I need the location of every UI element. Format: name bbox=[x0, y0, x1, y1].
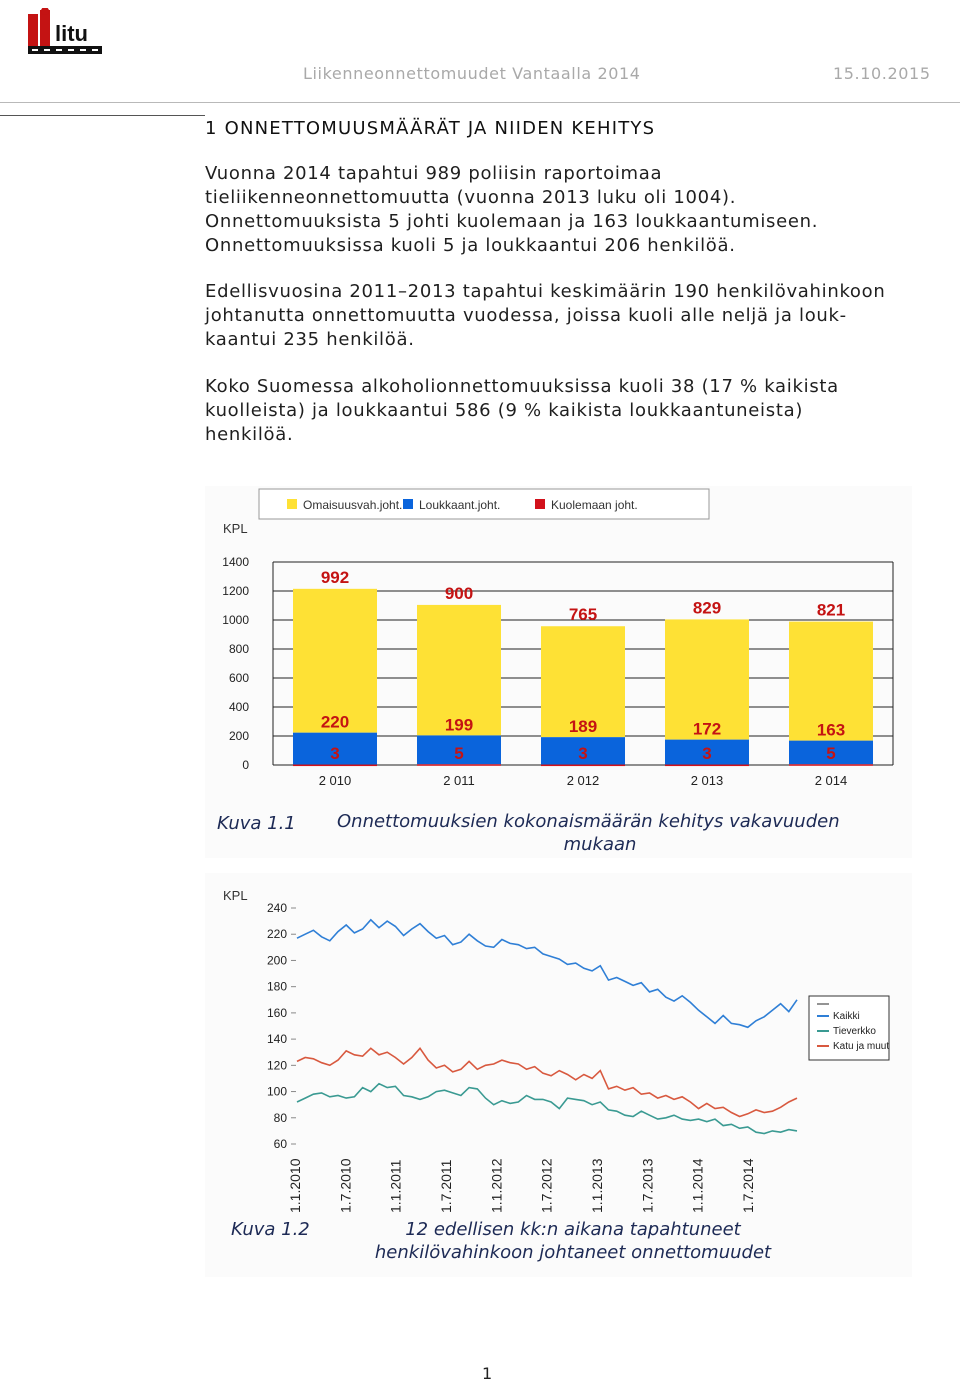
section-heading: 1 ONNETTOMUUSMÄÄRÄT JA NIIDEN KEHITYS bbox=[205, 118, 656, 139]
data-label-omaisuusvah: 992 bbox=[320, 567, 350, 587]
legend-swatch bbox=[535, 499, 545, 509]
x-tick-label: 1.1.2012 bbox=[488, 1158, 505, 1213]
figure-caption-line: 12 edellisen kk:n aikana tapahtuneet bbox=[405, 1219, 741, 1240]
paragraph-line: Vuonna 2014 tapahtui 989 poliisin raportoimaa bbox=[205, 163, 663, 184]
y-tick-label: 180 bbox=[266, 979, 287, 994]
line-chart-figure bbox=[205, 873, 912, 1277]
bar-kuolemaan bbox=[293, 765, 377, 767]
figure-caption-line: henkilövahinkoon johtaneet onnettomuudet bbox=[374, 1242, 772, 1263]
heading-divider bbox=[0, 115, 205, 116]
x-tick-label: 1.7.2012 bbox=[538, 1158, 555, 1213]
data-label-loukkaant: 172 bbox=[692, 719, 722, 739]
paragraph-3 bbox=[205, 375, 950, 447]
data-label-loukkaant: 189 bbox=[568, 717, 598, 737]
y-tick-label: 140 bbox=[266, 1032, 287, 1047]
legend-label: Katu ja muut bbox=[833, 1041, 890, 1052]
line-chart bbox=[205, 873, 912, 1277]
x-tick-label: 1.1.2013 bbox=[589, 1158, 605, 1213]
series-line-katu-ja-muut bbox=[297, 1048, 797, 1116]
x-tick-label: 2 012 bbox=[566, 773, 600, 788]
legend-label: Tieverkko bbox=[833, 1026, 876, 1037]
logo-text: litu bbox=[55, 21, 88, 46]
y-tick-label: 100 bbox=[266, 1084, 287, 1099]
paragraph-line: kuolleista) ja loukkaantui 586 (9 % kaikista loukkaantuneista) bbox=[205, 400, 804, 421]
y-tick-label: 200 bbox=[266, 953, 287, 968]
legend-label: Omaisuusvah.joht. bbox=[303, 498, 403, 512]
x-tick-label: 1.7.2010 bbox=[337, 1158, 354, 1213]
figure-caption-line: Onnettomuuksien kokonaismäärän kehitys vakavuuden bbox=[337, 811, 840, 832]
legend-label: Kuolemaan joht. bbox=[551, 498, 638, 512]
x-tick-label: 2 010 bbox=[318, 773, 352, 788]
legend-swatch bbox=[403, 499, 413, 509]
data-label-omaisuusvah: 900 bbox=[444, 583, 474, 603]
data-label-kuolemaan: 3 bbox=[330, 744, 340, 763]
x-tick-label: 2 013 bbox=[690, 773, 724, 788]
y-tick-label: 60 bbox=[273, 1137, 287, 1151]
y-tick-label: 1200 bbox=[222, 584, 249, 598]
y-tick-label: 160 bbox=[266, 1005, 287, 1020]
page-number: 1 bbox=[482, 1364, 493, 1383]
legend-label: Loukkaant.joht. bbox=[419, 498, 501, 512]
y-tick-label: 0 bbox=[242, 758, 249, 772]
paragraph-1 bbox=[205, 162, 950, 258]
data-label-kuolemaan: 3 bbox=[578, 744, 588, 763]
data-label-omaisuusvah: 821 bbox=[816, 600, 846, 620]
paragraph-line: henkilöä. bbox=[205, 424, 294, 445]
y-tick-label: 800 bbox=[228, 642, 249, 656]
y-tick-label: 1400 bbox=[222, 555, 249, 569]
x-tick-label: 1.7.2014 bbox=[740, 1158, 756, 1213]
paragraph-line: kaantui 235 henkilöä. bbox=[205, 329, 415, 350]
data-label-loukkaant: 199 bbox=[444, 715, 474, 735]
paragraph-line: tieliikenneonnettomuutta (vuonna 2013 luku oli 1004). bbox=[205, 187, 737, 208]
paragraph-line: Edellisvuosina 2011–2013 tapahtui keskimäärin 190 henkilövahinkoon bbox=[205, 281, 886, 302]
x-tick-label: 2 014 bbox=[814, 773, 848, 788]
x-tick-label: 1.1.2014 bbox=[689, 1158, 706, 1213]
y-tick-label: 400 bbox=[228, 700, 249, 714]
paragraph-line: Onnettomuuksista 5 johti kuolemaan ja 163 loukkaantumiseen. bbox=[205, 211, 819, 232]
y-tick-label: 200 bbox=[228, 729, 249, 743]
figure-caption-line: mukaan bbox=[563, 834, 637, 855]
data-label-kuolemaan: 5 bbox=[826, 744, 836, 763]
data-label-kuolemaan: 3 bbox=[702, 744, 712, 763]
document-title: Liikenneonnettomuudet Vantaalla 2014 bbox=[303, 64, 641, 83]
legend-label: Kaikki bbox=[833, 1011, 860, 1022]
y-tick-label: 240 bbox=[266, 901, 287, 915]
header-divider bbox=[0, 102, 960, 103]
bar-kuolemaan bbox=[789, 764, 873, 766]
data-label-omaisuusvah: 829 bbox=[692, 598, 722, 618]
x-tick-label: 1.7.2011 bbox=[438, 1159, 454, 1213]
y-tick-label: 1000 bbox=[222, 613, 249, 627]
figure-caption-label: Kuva 1.2 bbox=[231, 1219, 310, 1240]
y-axis-label: KPL bbox=[223, 888, 248, 903]
bar-kuolemaan bbox=[541, 765, 625, 767]
litu-logo bbox=[28, 8, 104, 62]
bar-omaisuusvah bbox=[293, 589, 377, 733]
bar-kuolemaan bbox=[417, 764, 501, 766]
bar-kuolemaan bbox=[665, 765, 749, 767]
x-tick-label: 2 011 bbox=[443, 773, 475, 788]
x-tick-label: 1.1.2011 bbox=[387, 1159, 404, 1213]
data-label-omaisuusvah: 765 bbox=[568, 605, 598, 625]
document-date: 15.10.2015 bbox=[833, 64, 931, 83]
y-tick-label: 120 bbox=[266, 1058, 287, 1073]
stacked-bar-chart bbox=[205, 486, 912, 858]
paragraph-line: Koko Suomessa alkoholionnettomuuksissa kuoli 38 (17 % kaikista bbox=[205, 376, 839, 397]
series-line-kaikki bbox=[297, 920, 797, 1028]
x-tick-label: 1.1.2010 bbox=[287, 1158, 303, 1213]
data-label-loukkaant: 220 bbox=[320, 712, 350, 732]
figure-caption-label: Kuva 1.1 bbox=[217, 813, 296, 834]
y-axis-label: KPL bbox=[223, 521, 248, 536]
series-line-tieverkko bbox=[297, 1084, 797, 1134]
paragraph-line: Onnettomuuksissa kuoli 5 ja loukkaantui 206 henkilöä. bbox=[205, 235, 736, 256]
data-label-loukkaant: 163 bbox=[816, 720, 846, 740]
x-tick-label: 1.7.2013 bbox=[639, 1158, 656, 1213]
y-tick-label: 80 bbox=[273, 1110, 287, 1125]
stacked-bar-chart-figure bbox=[205, 486, 912, 858]
legend-swatch bbox=[287, 499, 297, 509]
paragraph-2 bbox=[205, 280, 950, 352]
y-tick-label: 600 bbox=[228, 671, 249, 685]
data-label-kuolemaan: 5 bbox=[454, 744, 464, 763]
y-tick-label: 220 bbox=[266, 927, 287, 942]
paragraph-line: johtanutta onnettomuutta vuodessa, joissa kuoli alle neljä ja louk- bbox=[205, 305, 847, 326]
